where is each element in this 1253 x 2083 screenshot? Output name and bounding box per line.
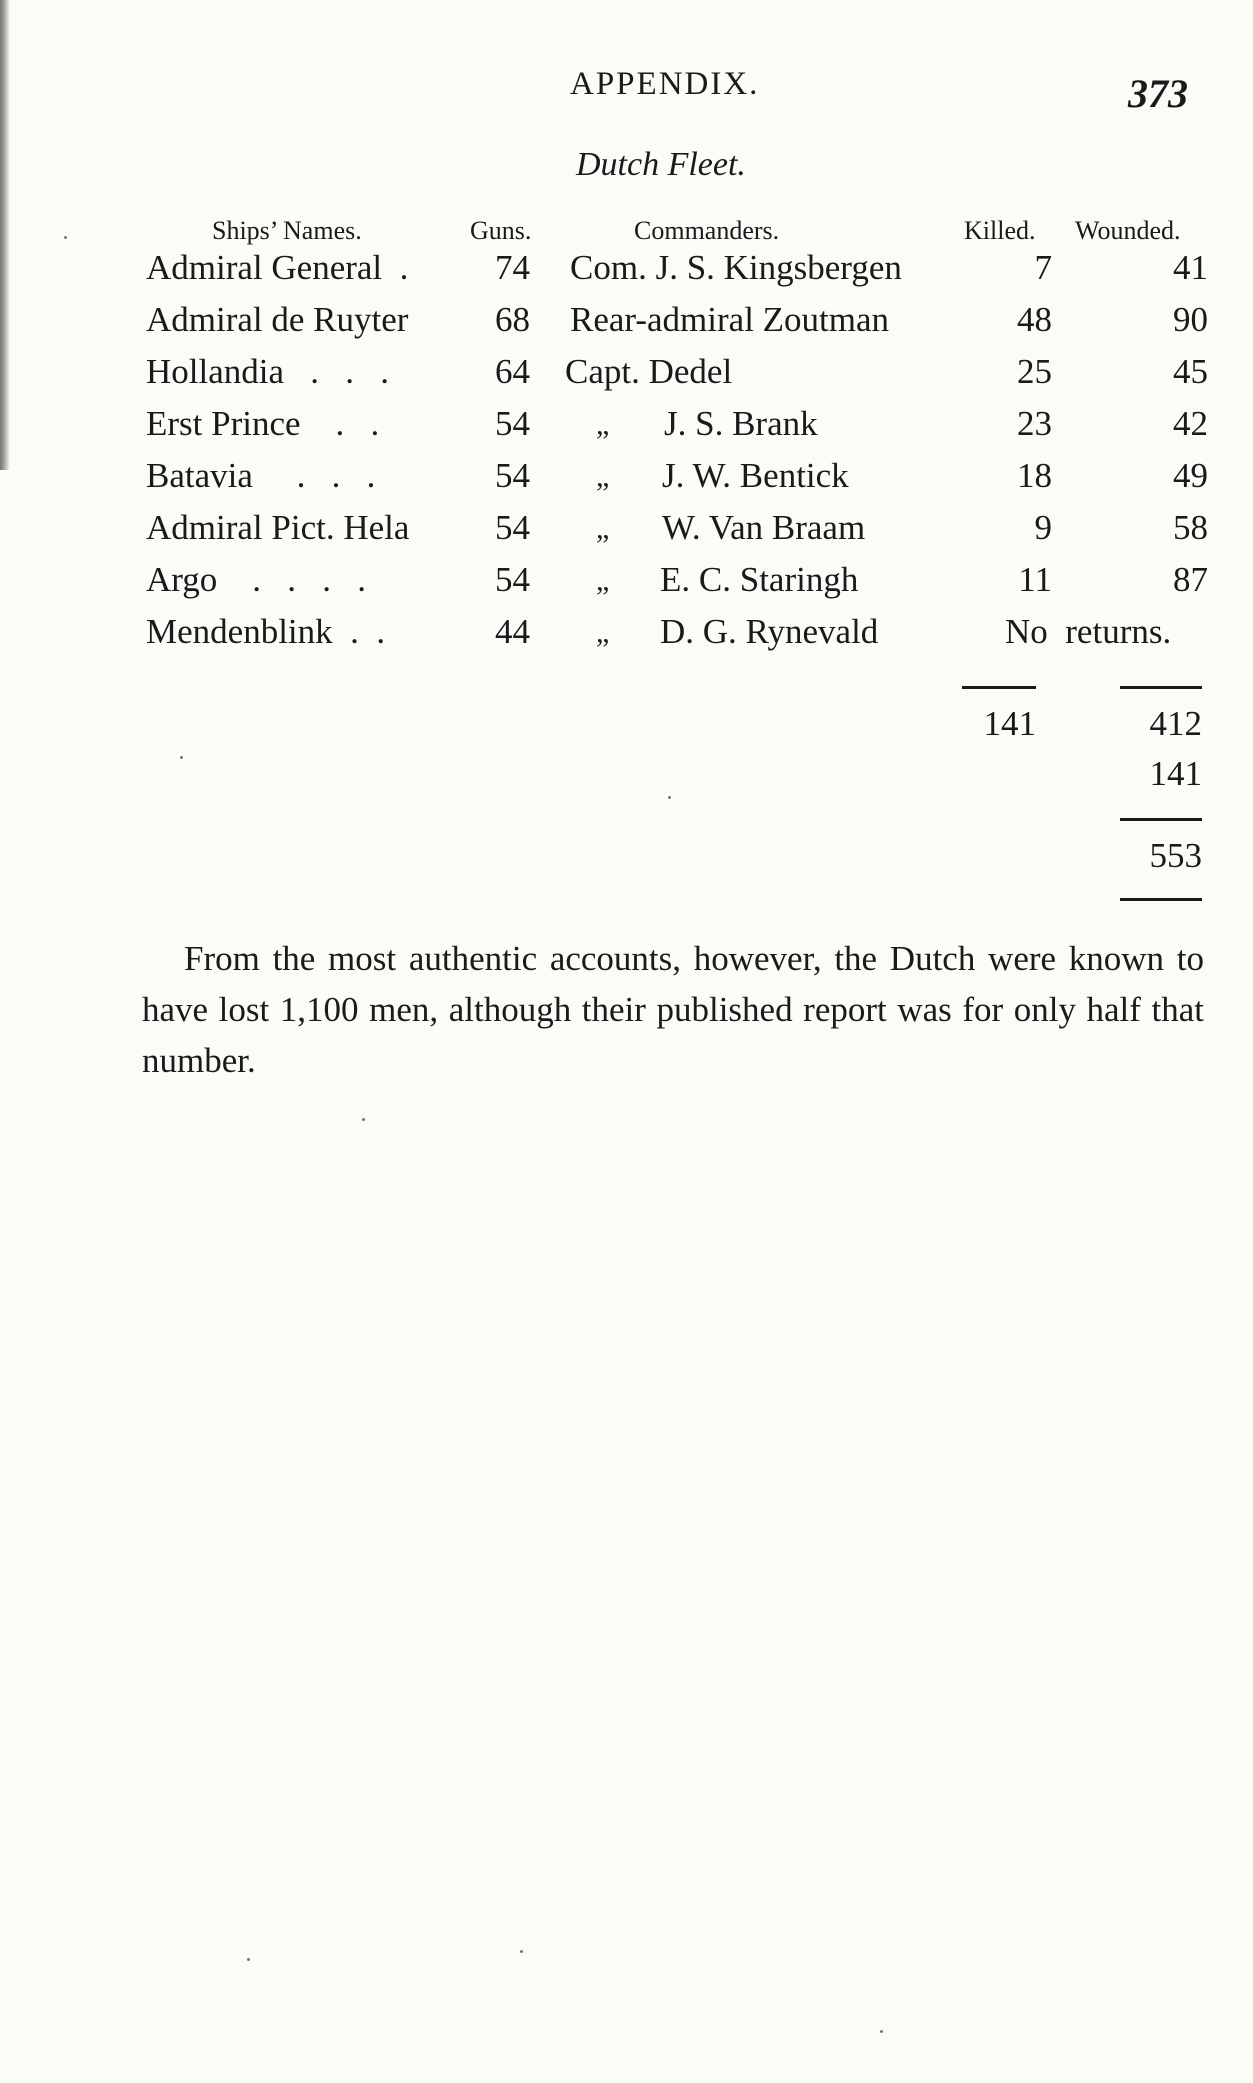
wounded: 49 [1173, 456, 1208, 495]
no-returns-note: No returns. [1005, 612, 1172, 651]
commander: E. C. Staringh [660, 560, 859, 599]
wounded: 45 [1173, 352, 1208, 391]
table-row [0, 300, 1253, 350]
sum-rule [1120, 686, 1202, 689]
column-header-ship: Ships’ Names. [212, 216, 362, 245]
killed: 48 [1017, 300, 1052, 339]
ship-name: Admiral de Ruyter [146, 300, 409, 339]
ship-name: Hollandia . . . [146, 352, 390, 391]
wounded: 58 [1173, 508, 1208, 547]
column-header-commander: Commanders. [634, 216, 780, 245]
commander: W. Van Braam [662, 508, 866, 547]
guns: 64 [495, 352, 530, 391]
table-row [0, 560, 1253, 610]
commander: Capt. Dedel [565, 352, 733, 391]
guns: 74 [495, 248, 530, 287]
guns: 44 [495, 612, 530, 651]
paper-speck [64, 236, 67, 239]
paper-speck [520, 1950, 523, 1953]
paper-speck [880, 2030, 883, 2033]
page-number: 373 [1128, 71, 1188, 116]
paragraph-text: From the most authentic accounts, however, the Dutch were known to have lost 1,100 men, although their published report was for only half that number. [142, 939, 1204, 1080]
sum-rule [1120, 818, 1202, 821]
ship-name: Admiral General . [146, 248, 409, 287]
paper-speck [180, 756, 183, 759]
ship-name: Argo . . . . [146, 560, 367, 599]
grand-total: 553 [1149, 836, 1202, 875]
wounded: 42 [1173, 404, 1208, 443]
commander: J. W. Bentick [662, 456, 849, 495]
section-title: Dutch Fleet. [576, 146, 746, 183]
table-row [0, 248, 1253, 298]
sum-rule [1120, 898, 1202, 901]
column-header-killed: Killed. [964, 216, 1036, 245]
running-head: APPENDIX. [570, 66, 760, 102]
ditto-mark: „ [596, 616, 610, 649]
table-row [0, 352, 1253, 402]
commander: Com. J. S. Kingsbergen [570, 248, 902, 287]
wounded-total: 412 [1149, 704, 1202, 743]
ship-name: Erst Prince . . [146, 404, 380, 443]
wounded: 41 [1173, 248, 1208, 287]
commander: D. G. Rynevald [660, 612, 879, 651]
commander: J. S. Brank [664, 404, 818, 443]
guns: 54 [495, 456, 530, 495]
ship-name: Mendenblink . . [146, 612, 386, 651]
table-row [0, 456, 1253, 506]
guns: 68 [495, 300, 530, 339]
ditto-mark: „ [596, 564, 610, 597]
wounded: 90 [1173, 300, 1208, 339]
column-header-wounded: Wounded. [1075, 216, 1181, 245]
guns: 54 [495, 560, 530, 599]
guns: 54 [495, 508, 530, 547]
ditto-mark: „ [596, 408, 610, 441]
sum-rule [962, 686, 1036, 689]
paper-speck [668, 796, 671, 799]
ditto-mark: „ [596, 512, 610, 545]
table-row [0, 404, 1253, 454]
commander: Rear-admiral Zoutman [570, 300, 890, 339]
table-row [0, 508, 1253, 558]
killed: 9 [1034, 508, 1052, 547]
guns: 54 [495, 404, 530, 443]
killed-carried: 141 [1149, 754, 1202, 793]
ditto-mark: „ [596, 460, 610, 493]
paper-speck [362, 1118, 365, 1121]
column-header-guns: Guns. [470, 216, 532, 245]
body-paragraph [142, 933, 1204, 1086]
paper-speck [247, 1958, 250, 1961]
killed: 25 [1017, 352, 1052, 391]
killed: 11 [1018, 560, 1052, 599]
killed-total: 141 [983, 704, 1036, 743]
wounded: 87 [1173, 560, 1208, 599]
killed: 23 [1017, 404, 1052, 443]
killed: 7 [1034, 248, 1052, 287]
ship-name: Admiral Pict. Hela [146, 508, 410, 547]
table-row [0, 612, 1253, 662]
ship-name: Batavia . . . [146, 456, 376, 495]
killed: 18 [1017, 456, 1052, 495]
